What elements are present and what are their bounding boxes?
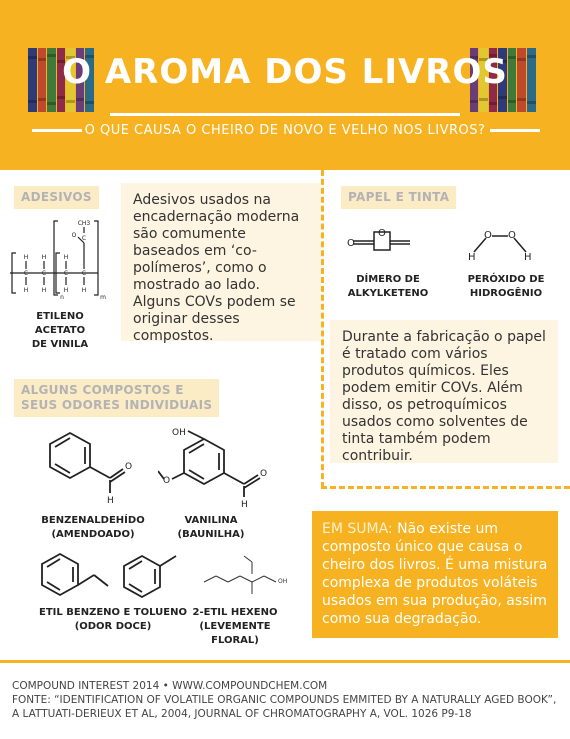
papel-molecule-name-1: DÍMERO DE ALKYLKETENO — [347, 274, 429, 299]
svg-text:H: H — [41, 254, 47, 261]
alkylketene-dimer-molecule — [340, 222, 440, 267]
svg-text:n: n — [60, 294, 64, 301]
svg-text:O: O — [260, 469, 268, 479]
ethylene-vinyl-acetate-molecule — [8, 215, 113, 310]
svg-text:OH: OH — [278, 578, 288, 585]
ethylbenzene-molecule — [32, 548, 112, 603]
toluene-molecule — [116, 548, 188, 603]
svg-text:O: O — [125, 462, 133, 472]
page-title: O AROMA DOS LIVROS — [62, 52, 508, 92]
svg-text:O: O — [484, 230, 492, 241]
svg-text:O: O — [508, 230, 516, 241]
svg-text:C: C — [81, 270, 87, 277]
header-banner — [0, 0, 570, 170]
papel-molecule-name-2: PERÓXIDO DE HIDROGÊNIO — [467, 274, 545, 299]
footer — [12, 679, 562, 721]
svg-text:C: C — [41, 270, 47, 277]
svg-text:CH3: CH3 — [77, 220, 91, 227]
benzaldehyde-name: BENZENALDEHÍDO (AMENDOADO) — [41, 515, 145, 540]
papel-tinta-label: PAPEL E TINTA — [341, 186, 456, 209]
svg-text:O: O — [347, 238, 355, 249]
section-divider — [321, 170, 324, 488]
papel-tinta-text: Durante a fabricação o papel é tratado com vários produtos químicos. Eles podem emitir COVs. Além disso, os petroquímicos usados como solventes de tinta também podem contribuir. — [330, 320, 558, 463]
summary-text: Não existe um composto único que causa o cheiro dos livros. É uma mistura complexa de produtos voláteis usados em sua produção, assim como sua degradação. — [322, 521, 548, 627]
adesivos-label: ADESIVOS — [14, 186, 99, 209]
svg-text:C: C — [23, 270, 29, 277]
svg-text:H: H — [63, 287, 69, 294]
ethylhexene-molecule — [196, 552, 306, 602]
ethylbenzene-toluene-name: ETIL BENZENO E TOLUENO (ODOR DOCE) — [39, 607, 187, 632]
footer-credit: COMPOUND INTEREST 2014 • WWW.COMPOUNDCHEM.COM — [12, 680, 328, 692]
svg-text:H: H — [107, 496, 114, 506]
adesivos-text: Adesivos usados na encadernação moderna são comumente baseados em ‘co-polímeros’, como o mostrado ao lado. Alguns COVs podem se originar desses compostos. — [121, 183, 321, 341]
svg-text:O: O — [163, 476, 171, 486]
svg-text:C: C — [63, 270, 69, 277]
svg-text:H: H — [81, 287, 87, 294]
svg-text:H: H — [241, 500, 248, 510]
title-underline — [110, 113, 460, 116]
footer-rule — [0, 660, 570, 663]
footer-source: FONTE: “IDENTIFICATION OF VOLATILE ORGANIC COMPOUNDS EMMITED BY A NATURALLY AGED BOOK”, A LATTUATI-DERIEUX ET AL, 2004, JOURNAL OF CHROMATOGRAPHY A, VOL. 1026 P9-18 — [12, 694, 557, 720]
svg-text:C: C — [81, 235, 87, 242]
svg-text:m: m — [100, 294, 106, 301]
summary-box — [312, 511, 558, 638]
svg-text:O: O — [71, 232, 77, 239]
summary-lead: EM SUMA: — [322, 521, 393, 537]
vanillin-name: VANILINA (BAUNILHA) — [177, 515, 245, 540]
section-divider — [321, 486, 570, 489]
compostos-label: ALGUNS COMPOSTOS E SEUS ODORES INDIVIDUAIS — [14, 379, 219, 417]
svg-text:H: H — [23, 287, 29, 294]
svg-text:OH: OH — [172, 428, 186, 438]
ethylhexene-name: 2-ETIL HEXENO (LEVEMENTE FLORAL) — [192, 607, 278, 646]
adesivos-molecule-name: ETILENO ACETATO DE VINILA — [31, 311, 89, 350]
benzaldehyde-molecule — [38, 425, 138, 510]
svg-text:H: H — [468, 252, 476, 263]
svg-text:H: H — [63, 254, 69, 261]
hydrogen-peroxide-molecule — [462, 222, 542, 267]
subtitle-rule-right — [490, 129, 540, 132]
page-subtitle: O QUE CAUSA O CHEIRO DE NOVO E VELHO NOS LIVROS? — [84, 123, 486, 138]
svg-text:H: H — [524, 252, 532, 263]
svg-text:H: H — [23, 254, 29, 261]
svg-text:O: O — [378, 228, 386, 239]
svg-text:H: H — [41, 287, 47, 294]
vanillin-molecule — [158, 425, 278, 510]
